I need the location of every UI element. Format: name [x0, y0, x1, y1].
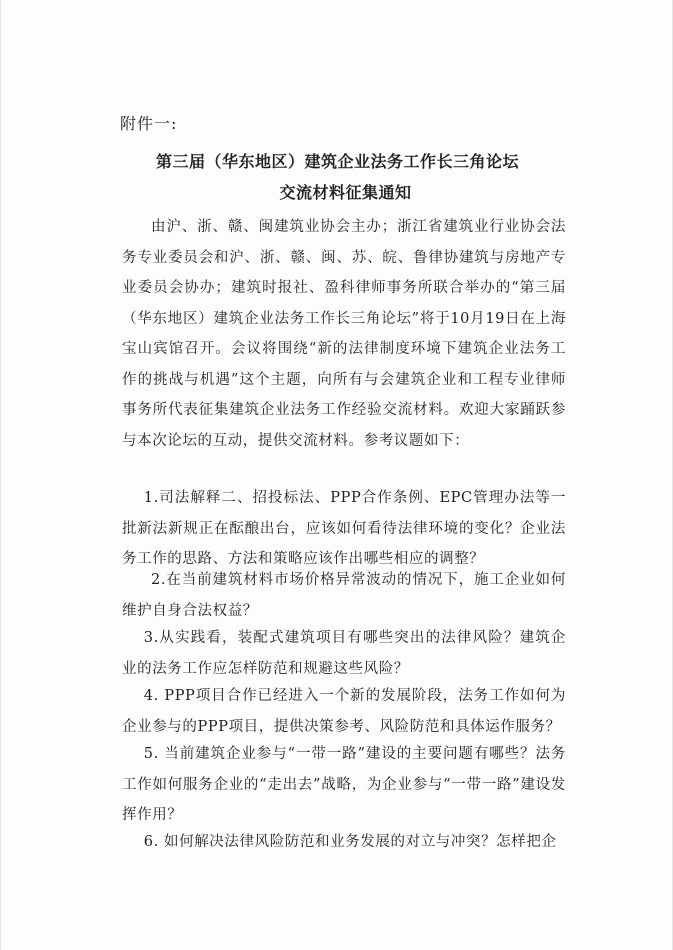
topic-1: 1.司法解释二、招投标法、PPP合作条例、EPC管理办法等一批新法新规正在酝酿出台，应该如何看待法律环境的变化？企业法务工作的思路、方法和策略应该作出哪些相应的调整？: [122, 490, 566, 567]
topic-3: 3.从实践看，装配式建筑项目有哪些突出的法律风险？建筑企业的法务工作应怎样防范和规避这些风险？: [122, 630, 566, 677]
attachment-label: 附件一:: [120, 114, 178, 133]
document-subtitle: 交流材料征集通知: [279, 183, 412, 202]
topic-6: 6. 如何解决法律风险防范和业务发展的对立与冲突？怎样把企: [143, 834, 557, 850]
topic-5: 5. 当前建筑企业参与“一带一路”建设的主要问题有哪些？法务工作如何服务企业的“走出去”战略，为企业参与“一带一路”建设发挥作用？: [122, 746, 566, 823]
topic-2: 2.在当前建筑材料市场价格异常波动的情况下，施工企业如何维护自身合法权益？: [122, 572, 566, 619]
intro-paragraph: 由沪、浙、赣、闽建筑业协会主办；浙江省建筑业行业协会法务专业委员会和沪、浙、赣、闽、苏、皖、鲁律协建筑与房地产专业委员会协办；建筑时报社、盈科律师事务所联合举办的“第三届（华东地区）建筑企业法务工作长三角论坛”将于10月19日在上海宝山宾馆召开。会议将围绕“新的法律制度环境下建筑企业法务工作的挑战与机遇”这个主题，向所有与会建筑企业和工程专业律师事务所代表征集建筑企业法务工作经验交流材料。欢迎大家踊跃参与本次论坛的互动，提供交流材料。参考议题如下：: [122, 219, 566, 449]
topic-4: 4. PPP项目合作已经进入一个新的发展阶段，法务工作如何为企业参与的PPP项目，提供决策参考、风险防范和具体运作服务？: [122, 688, 566, 735]
document-title: 第三届（华东地区）建筑企业法务工作长三角论坛: [155, 152, 519, 171]
